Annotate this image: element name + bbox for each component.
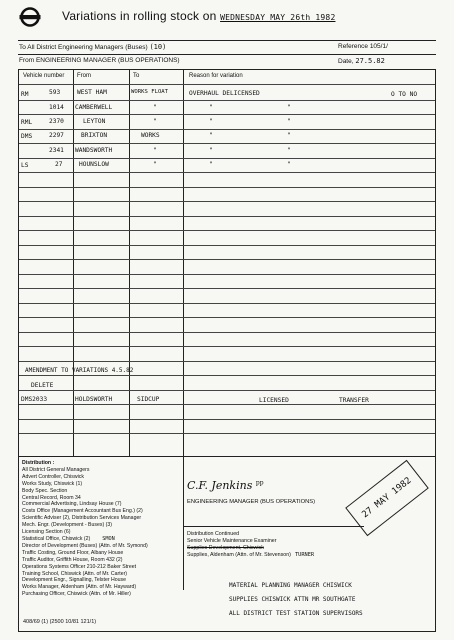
list-item: Advert Controller, Chiswick [22,473,84,480]
title-date: WEDNESDAY MAY 26th 1982 [220,13,336,22]
list-item: Body Spec. Section [22,487,68,494]
list-item: SUPPLIES CHISWICK ATTN MR SOUTHGATE [229,596,356,603]
distribution-list: Distribution : All District General Managers Advert Controller, Chiswick Works Study, Chiswick (1) Body Spec. Section Central Record, Room 34 Commercial Advertising, Lindsay House (7) Costs Office (Management Accountant Bus Eng.) (2) Scientific Adviser (2), Distribution Services Manager Mech. Engr. (Development - Buses) (3) Licensing Section (6) Statistical Office, Chiswick (2) SMON Director of Development (Buses) (Attn. of Mr. Symond) Traffic Costing, Ground Floor, Albany House Traffic Auditor, Griffith House, Room 432 (2) Operations Systems Officer 210-212 Baker Street Training School, Chiswick (Attn. of Mr. Carter) Development Engr., Signalling, Telster House Works Manager, Aldenham (Attn. of Mr. Hayward) Purchasing Officer, Chiswick (Attn. of Mr. Hiller) [22,460,182,598]
list-item: Licensing Section (6) [22,529,71,536]
signatory-title: ENGINEERING MANAGER (BUS OPERATIONS) [187,499,316,505]
list-item: Senior Vehicle Maintenance Examiner [187,538,277,544]
list-item: Statistical Office, Chiswick (2) SMON [22,535,115,542]
col-header-vehicle: Vehicle number [23,73,65,79]
list-item: Traffic Costing, Ground Floor, Albany House [22,549,124,556]
list-item: Costs Office (Management Accountant Bus Eng.) (2) [22,508,143,515]
distribution-continued: Distribution Continued Senior Vehicle Maintenance Examiner Supplies Development, Chiswick Supplies, Aldenham (Attn. of Mr. Stevenson) TURNER [187,531,315,558]
reference-value: 105/1/ [369,43,388,50]
to-count: (10) [149,43,167,51]
list-item: Scientific Adviser (2), Distribution Services Manager [22,515,142,522]
variations-table: Vehicle number From To Reason for variation RM 593 WEST HAM WORKS FLOAT OVERHAUL DELICENSED O TO NO 1014 CAMBERWELL " " " RML 2370 LEYTON " " " DMS 2297 BRIXTON WORKS " " 2341 WANDSWORTH " " " LS 27 HOUNSLOW " " " AMENDMENT TO VARIATIONS 4.5.82 DELETE DMS2033 HOLDSWORTH SIDCUP LICENSED TRANSFER [18,69,436,457]
date-stamp: 27 MAY 1982 [345,460,429,536]
list-item: All District General Managers [22,466,90,473]
from-line: From ENGINEERING MANAGER (BUS OPERATIONS) [19,57,180,64]
list-item: Commercial Advertising, Lindsay House (7) [22,501,122,508]
reference: Reference 105/1/ [338,43,388,50]
date: Date, 27.5.82 [338,57,385,65]
form-code: 408/69 (1) (2500 10/81 121/1) [23,619,97,625]
form-title [62,9,335,23]
list-item: Works Manager, Aldenham (Attn. of Mr. Hayward) [22,584,137,591]
list-item: Mech. Engr. (Development - Buses) (3) [22,522,112,529]
list-item: Central Record, Room 34 [22,494,81,501]
title-text: Variations in rolling stock on [62,9,217,23]
handwritten-note: SMON [102,535,115,542]
header-rule [18,54,436,55]
roundel-logo-icon [19,6,41,28]
list-item: MATERIAL PLANNING MANAGER CHISWICK [229,582,352,589]
delete-note: DELETE [31,382,54,389]
amendment-note: AMENDMENT TO VARIATIONS 4.5.82 [25,367,134,374]
list-item: Operations Systems Officer 210-212 Baker Street [22,563,137,570]
list-item: Training School, Chiswick (Attn. of Mr. Carter) [22,570,128,577]
list-item: Director of Development (Buses) (Attn. of Mr. Symond) [22,542,148,549]
signature: C.F. Jenkins $^{pp}$ [187,479,264,492]
header-rule [18,40,436,41]
list-item: Supplies, Aldenham (Attn. of Mr. Stevenson) TURNER [187,552,315,558]
list-item: ALL DISTRICT TEST STATION SUPERVISORS [229,610,363,617]
list-item: Supplies Development, Chiswick [187,545,264,551]
to-line: To All District Engineering Managers (Buses) (10) [19,43,167,51]
distribution-section [18,457,436,632]
col-header-to: To [133,73,140,79]
list-item: Development Engr., Signalling, Telster House [22,577,126,584]
list-item: Purchasing Officer, Chiswick (Attn. of Mr. Hiller) [22,591,131,598]
list-item: Works Study, Chiswick (1) [22,480,83,487]
date-value: 27.5.82 [355,57,385,65]
handwritten-additions [229,579,363,621]
col-header-from: From [77,73,91,79]
col-header-reason: Reason for variation [189,73,243,79]
list-item: Traffic Auditor, Griffith House, Room 432 (2) [22,556,123,563]
